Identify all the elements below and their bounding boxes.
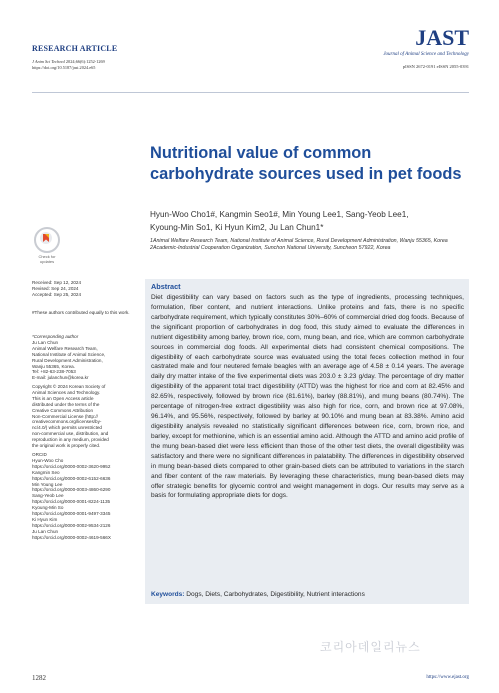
copyright-line: This is an Open Access article [32, 395, 94, 401]
copyright-line: Creative Commons Attribution [32, 407, 94, 413]
orcid-list [32, 458, 138, 541]
doi-link[interactable]: https://doi.org/10.5187/jast.2024.e65 [32, 65, 96, 71]
corresponding-author [32, 334, 138, 381]
orcid-block [32, 452, 138, 541]
corresponding-line: Animal Welfare Research Team, [32, 345, 98, 351]
bookmark-icon [34, 227, 60, 253]
keywords [151, 591, 464, 598]
corresponding-line: Tel: +82-63-238-7053 [32, 369, 76, 375]
dates-block [32, 280, 138, 298]
orcid-entry: Kyoung-Min So [32, 505, 64, 511]
orcid-entry[interactable]: https://orcid.org/0000-0002-4619-566X [32, 534, 111, 540]
page-number: 1282 [32, 674, 46, 682]
copyright-line: the original work is properly cited. [32, 443, 101, 449]
header-left [32, 44, 252, 71]
authors-line-2: Kyoung-Min So1, Ki Hyun Kim2, Ju Lan Chun1* [150, 222, 324, 232]
orcid-entry[interactable]: https://orcid.org/0000-0001-9497-3345 [32, 511, 111, 517]
orcid-heading: ORCID [32, 452, 47, 457]
copyright-line: Copyright © 2024 Korean Society of [32, 384, 106, 389]
orcid-entry[interactable]: https://orcid.org/0000-0003-4860-6290 [32, 487, 111, 493]
corresponding-line: National Institute of Animal Science, [32, 351, 106, 357]
orcid-entry: Ki Hyun Kim [32, 516, 58, 522]
copyright-notice [32, 384, 138, 449]
abstract-heading: Abstract [151, 282, 181, 291]
author-list [150, 209, 470, 234]
copyright-line: nc/4.0/) which permits unrestricted [32, 425, 102, 431]
citation-journal: J Anim Sci Technol [32, 59, 65, 64]
keywords-list: Dogs, Diets, Carbohydrates, Digestibility, Nutrient interactions [184, 591, 365, 598]
copyright-line: reproduction in any medium, provided [32, 437, 109, 443]
check-updates-badge[interactable] [32, 227, 62, 263]
orcid-entry[interactable]: https://orcid.org/0000-0001-8224-1135 [32, 499, 111, 505]
section-label: RESEARCH ARTICLE [32, 44, 118, 53]
corresponding-line: Ju Lan Chun [32, 339, 59, 345]
orcid-entry: Sang-Yeob Lee [32, 493, 64, 499]
orcid-entry[interactable]: https://orcid.org/0000-0002-3620-9952 [32, 463, 111, 469]
orcid-entry: Ju Lan Chun [32, 528, 59, 534]
orcid-entry[interactable]: https://orcid.org/0000-0002-9534-2126 [32, 522, 111, 528]
affiliations [150, 238, 470, 252]
header-divider [32, 92, 469, 93]
keywords-label: Keywords: [151, 591, 185, 598]
corresponding-heading: *Corresponding author [32, 334, 79, 339]
check-updates-label: Check for updates [38, 254, 56, 264]
journal-logo: JAST [415, 25, 469, 50]
header-right [239, 26, 469, 69]
corresponding-details [32, 340, 138, 381]
corresponding-line: Rural Development Administration, [32, 357, 103, 363]
copyright-line: creativecommons.org/licenses/by- [32, 419, 102, 425]
citation-volume: 2024;66(6):1252-1269 [64, 59, 105, 64]
corresponding-line: E-mail: julanchun@korea.kr [32, 375, 89, 381]
affiliation-2: 2Academic-Industrial Cooperation Organization, Sunchon National University, Suncheon 57922, Korea [150, 245, 391, 252]
watermark: 코리아데일리뉴스 [320, 640, 421, 654]
article-title: Nutritional value of common carbohydrate sources used in pet foods [150, 144, 462, 183]
corresponding-line: Wanju 55365, Korea. [32, 363, 75, 369]
orcid-entry[interactable]: https://orcid.org/0000-0002-6152-6636 [32, 475, 111, 481]
copyright-line: Non-Commercial License (http:// [32, 413, 98, 419]
orcid-entry: Min Young Lee [32, 481, 63, 487]
affiliation-1: 1Animal Welfare Research Team, National Institute of Animal Science, Rural Development Administration, Wanju 55365, Korea [150, 238, 448, 244]
equal-contribution-note: #These authors contributed equally to this work. [32, 310, 130, 315]
citation [32, 59, 252, 71]
journal-name: Journal of Animal Science and Technology [383, 52, 469, 57]
orcid-entry: Hyun-Woo Cho [32, 457, 64, 463]
abstract-body: Diet digestibility can vary based on factors such as the type of ingredients, processing techniques, formulation, fiber content, and nutrient interactions. Unlike proteins and fats, there is no specific carbohydrate requirement, which typically constitutes 30%–60% of commercial dried dog foods. Because of the significant proportion of carbohydrates in dog food, this study aimed to evaluate the differences in nutrient digestibility among barley, brown rice, corn, mung bean, and rice, which are common carbohydrate sources in commercial dog foods. All experimental diets had consistent chemical compositions. The digestibility of each carbohydrate source was evaluated using the total feces collection method in four castrated male and four neutered female beagles with an average age of 4.58 ± 0.14 years. The average daily dry matter intake of the five experimental diets was 203.0 ± 3.23 g/day. The percentage of dry matter digestibility of the apparent total tract digestibility (ATTD) was the highest for rice and corn at 82.45% and 82.65%, respectively, followed by brown rice (81.61%), barley (88.81%), and mung beans (80.74%). The percentage of nitrogen-free extract digestibility was also high for rice, corn, and brown rice at 97.08%, 96.14%, and 95.56%, respectively, followed by barley at 90.10% and mung bean at 83.38%. Amino acid digestibility analysis revealed no statistically significant differences between rice, corn, brown rice, and barley, except for methionine, which is an essential amino acid. Although the ATTD and amino acid profile of the mung bean-based diet were less efficient than those of the other test diets, the overall digestibility was satisfactory and there were no significant differences in palatability. The differences in digestibility observed in mung bean-based diets compared to other grain-based diets can be attributed to variations in the starch and fiber content of the raw materials. By leveraging these characteristics, mung bean-based diets may offer strategic benefits for glycemic control and weight management in dogs. Our results may serve as a basis for formulating appropriate diets for dogs. [151, 294, 464, 500]
orcid-entry: Kangmin Seo [32, 469, 60, 475]
copyright-line: Animal Sciences and Technology. [32, 389, 101, 395]
copyright-line: distributed under the terms of the [32, 401, 100, 407]
journal-url[interactable]: https://www.ejast.org [426, 675, 469, 680]
copyright-line: non-commercial use, distribution, and [32, 431, 109, 437]
revised-date: Revised: Sep 24, 2024 [32, 285, 79, 291]
received-date: Received: Sep 12, 2024 [32, 280, 82, 285]
authors-line-1: Hyun-Woo Cho1#, Kangmin Seo1#, Min Young Lee1, Sang-Yeob Lee1, [150, 210, 409, 219]
issn: pISSN 2672-0191 eISSN 2055-0391 [402, 64, 469, 69]
accepted-date: Accepted: Sep 25, 2024 [32, 291, 82, 297]
